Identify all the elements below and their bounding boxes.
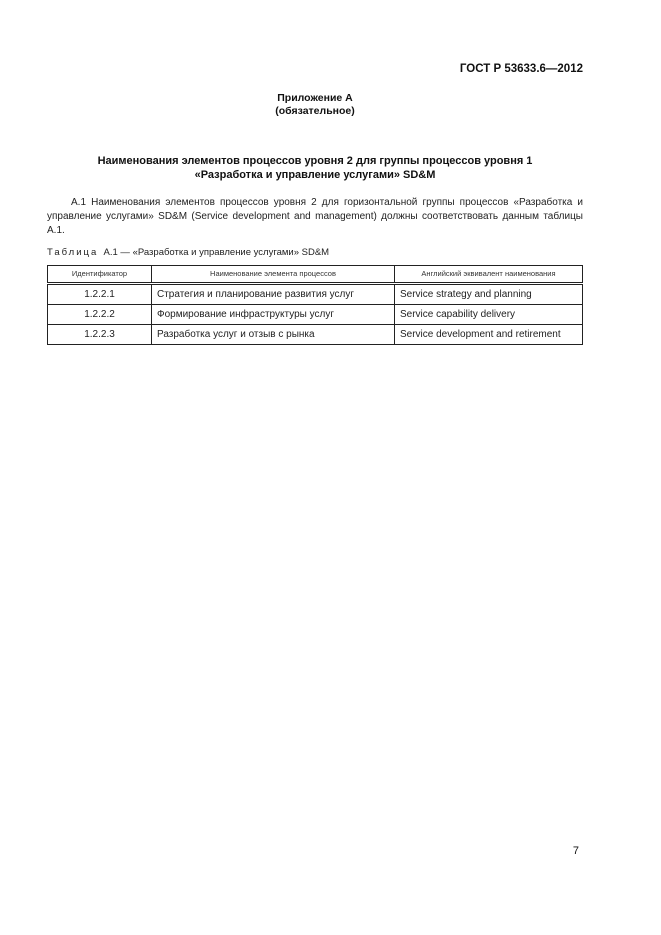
cell-english: Service capability delivery xyxy=(395,305,583,325)
section-title xyxy=(47,154,583,182)
cell-name: Стратегия и планирование развития услуг xyxy=(152,284,395,305)
header-name: Наименование элемента процессов xyxy=(152,266,395,284)
page-content xyxy=(47,92,583,345)
page-number: 7 xyxy=(572,845,579,857)
table-row xyxy=(48,284,583,305)
cell-english: Service strategy and planning xyxy=(395,284,583,305)
cell-name: Формирование инфраструктуры услуг xyxy=(152,305,395,325)
header-identifier: Идентификатор xyxy=(48,266,152,284)
appendix-status: (обязательное) xyxy=(275,105,355,117)
appendix-heading xyxy=(47,92,583,118)
table-caption xyxy=(47,246,583,259)
table-caption-label: Таблица xyxy=(47,247,99,258)
section-title-line-1: Наименования элементов процессов уровня 2 для группы процессов уровня 1 xyxy=(97,155,533,167)
cell-name: Разработка услуг и отзыв с рынка xyxy=(152,325,395,345)
appendix-title: Приложение А xyxy=(277,92,353,104)
header-english: Английский эквивалент наименования xyxy=(395,266,583,284)
cell-identifier: 1.2.2.1 xyxy=(48,284,152,305)
table-header-row xyxy=(48,266,583,284)
standard-number: ГОСТ Р 53633.6—2012 xyxy=(459,63,583,75)
cell-english: Service development and retirement xyxy=(395,325,583,345)
section-title-line-2: «Разработка и управление услугами» SD&M xyxy=(194,169,436,181)
cell-identifier: 1.2.2.3 xyxy=(48,325,152,345)
table-row xyxy=(48,305,583,325)
table-caption-text: А.1 — «Разработка и управление услугами» SD&M xyxy=(103,247,330,258)
cell-identifier: 1.2.2.2 xyxy=(48,305,152,325)
table-row xyxy=(48,325,583,345)
body-paragraph: А.1 Наименования элементов процессов уровня 2 для горизонтальной группы процессов «Разработка и управление услугами» SD&M (Service development and management) должны соответствовать данным таблицы А.1. xyxy=(47,197,583,236)
processes-table xyxy=(47,265,583,345)
